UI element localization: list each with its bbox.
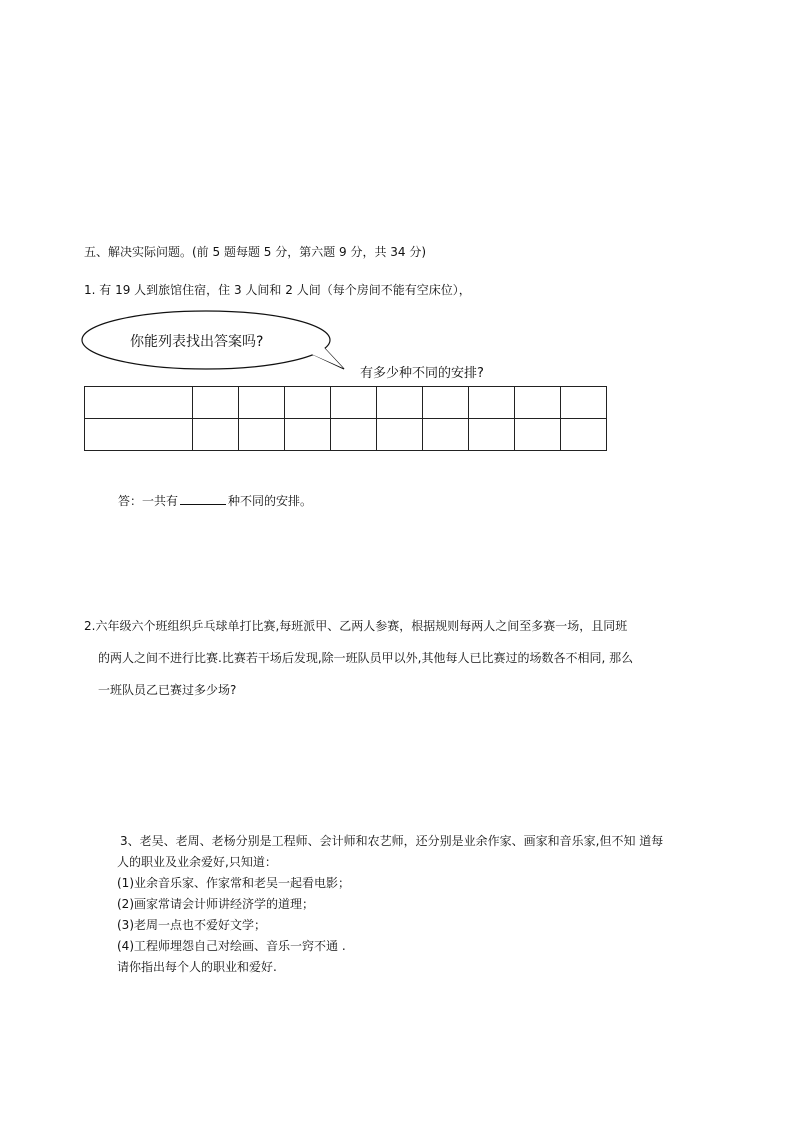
answer-suffix: 种不同的安排。 bbox=[228, 494, 313, 508]
table-cell bbox=[515, 419, 561, 451]
table-cell bbox=[193, 387, 239, 419]
table-cell bbox=[561, 419, 607, 451]
answer-blank[interactable] bbox=[180, 492, 226, 505]
table-cell bbox=[515, 387, 561, 419]
table-cell bbox=[469, 387, 515, 419]
question-3-clue-3: (3)老周一点也不爱好文学； bbox=[117, 918, 266, 932]
table-cell bbox=[85, 387, 193, 419]
question-2-line-3: 一班队员乙已赛过多少场? bbox=[98, 683, 237, 697]
table-row bbox=[85, 387, 607, 419]
table-cell bbox=[285, 387, 331, 419]
section-heading: 五、解决实际问题。(前 5 题每题 5 分，第六题 9 分，共 34 分) bbox=[84, 245, 427, 259]
speech-bubble-text: 你能列表找出答案吗? bbox=[130, 334, 264, 350]
table-cell bbox=[331, 419, 377, 451]
question-3-line-1: 3、老吴、老周、老杨分别是工程师、会计师和农艺师，还分别是业余作家、画家和音乐家,但不知 道每 bbox=[120, 834, 664, 848]
table-cell bbox=[561, 387, 607, 419]
question-2-line-2: 的两人之间不进行比赛.比赛若干场后发现,除一班队员甲以外,其他每人已比赛过的场数各不相同, 那么 bbox=[98, 651, 634, 665]
table-cell bbox=[193, 419, 239, 451]
answer-prefix: 答：一共有 bbox=[118, 494, 179, 508]
table-cell bbox=[85, 419, 193, 451]
table-cell bbox=[331, 387, 377, 419]
table-cell bbox=[469, 419, 515, 451]
table-cell bbox=[423, 419, 469, 451]
table-row bbox=[85, 419, 607, 451]
speech-bubble bbox=[78, 309, 354, 375]
question-3-ask: 请你指出每个人的职业和爱好. bbox=[117, 960, 277, 974]
answer-line bbox=[118, 492, 312, 509]
question-3-clue-1: (1)业余音乐家、作家常和老吴一起看电影； bbox=[117, 876, 350, 890]
question-2-line-1: 2.六年级六个班组织乒乓球单打比赛,每班派甲、乙两人参赛，根据规则每两人之间至多赛一场，且同班 bbox=[84, 619, 628, 633]
table-cell bbox=[423, 387, 469, 419]
table-cell bbox=[239, 387, 285, 419]
answer-table bbox=[84, 386, 607, 451]
question-3-clue-4: (4)工程师埋怨自己对绘画、音乐一窍不通 . bbox=[117, 939, 346, 953]
table-cell bbox=[377, 387, 423, 419]
question-1-text: 1. 有 19 人到旅馆住宿，住 3 人间和 2 人间（每个房间不能有空床位）， bbox=[84, 283, 471, 297]
table-cell bbox=[285, 419, 331, 451]
question-3-line-2: 人的职业及业余爱好,只知道： bbox=[117, 855, 277, 869]
table-cell bbox=[377, 419, 423, 451]
question-1-ask: 有多少种不同的安排? bbox=[360, 366, 484, 381]
table-cell bbox=[239, 419, 285, 451]
question-3-clue-2: (2)画家常请会计师讲经济学的道理； bbox=[117, 897, 314, 911]
